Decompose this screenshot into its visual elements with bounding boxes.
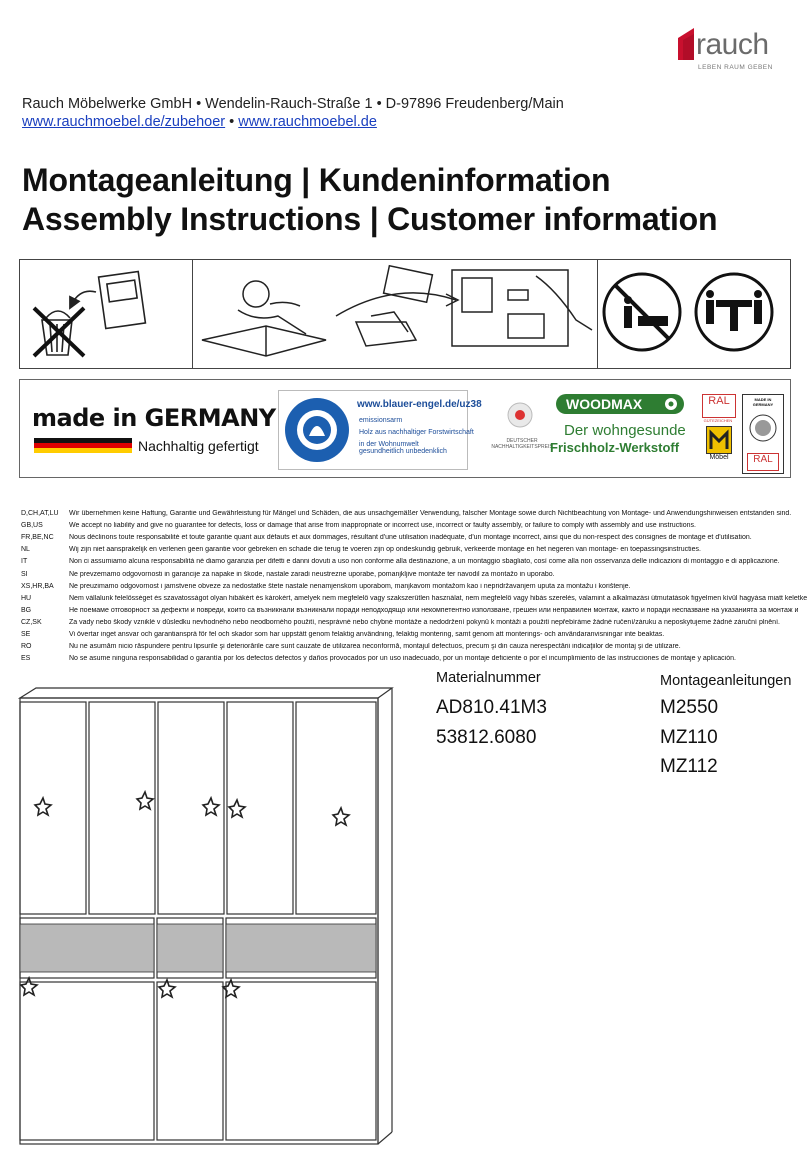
manual-reading-icon <box>196 260 596 366</box>
disclaimer-text: Wir übernehmen keine Haftung, Garantie und Gewährleistung für Mängel und Schäden, die aus unsachgemäßer Verwendung, falscher Montage sowie durch Nichtbeachtung von Montage- und Anwendungshinweisen entstanden sind. <box>69 510 792 517</box>
made-in-germany-label: made in GERMANY <box>32 404 276 432</box>
blue-angel-point: emissionsarm <box>359 417 403 424</box>
manuals-header: Montageanleitungen <box>660 673 792 689</box>
ral-sub: GÜTEZEICHEN <box>703 418 733 423</box>
disclaimer-text: Nu ne asumăm nicio răspundere pentru lipsurile şi deteriorările care sunt cauzate de utilizarea neconformă, montajul defectuos, precum şi din cauza nerespectării indicaţiilor de montaj şi de utilizare. <box>69 643 681 651</box>
pictogram-strip <box>19 259 791 369</box>
disclaimer-lang: RO <box>21 643 32 651</box>
award-title: DEUTSCHER NACHHALTIGKEITSPREIS <box>491 438 553 450</box>
wardrobe-drawing <box>18 686 394 1148</box>
no-trash-icon <box>20 260 190 366</box>
disclaimer-lang: SI <box>21 570 28 578</box>
disclaimer-lang: IT <box>21 558 28 566</box>
disclaimer-lang: FR,BE,NC <box>21 534 54 542</box>
disclaimer-text: We accept no liability and give no guarantee for defects, loss or damage that arise from inappropriate or incorrect use, incorrect or faulty assembly, or failure to comply with assembly and use instructions. <box>69 522 696 530</box>
made-in-germany-sub: Nachhaltig gefertigt <box>138 438 259 454</box>
brand-name: rauch <box>696 28 769 61</box>
woodmax-logo <box>556 394 684 414</box>
company-address: Rauch Möbelwerke GmbH • Wendelin-Rauch-Straße 1 • D-97896 Freudenberg/Main <box>22 96 564 112</box>
link-separator: • <box>225 114 239 130</box>
manual-number: MZ112 <box>660 756 718 777</box>
rauch-logo <box>676 26 788 78</box>
woodmax-line2: Frischholz-Werkstoff <box>550 440 680 455</box>
disclaimer-text: Ne prevzemamo odgovornosti in garancije za napake in škode, nastale zaradi neustrezne uporabe, pomanjkljive montaže ter navodil za montažo in uporabo. <box>69 570 555 578</box>
two-person-lift-icon <box>598 260 788 366</box>
disclaimer-lang: NL <box>21 546 30 554</box>
disclaimer-lang: GB,US <box>21 522 43 530</box>
ral-seal-icon <box>748 413 778 443</box>
material-number-header: Materialnummer <box>436 670 541 686</box>
blue-angel-icon <box>283 396 351 464</box>
page-title-de: Montageanleitung | Kundeninformation <box>22 162 611 198</box>
ral-germany-badge <box>742 394 784 474</box>
flag-gold <box>34 448 132 453</box>
manual-number: MZ110 <box>660 727 718 748</box>
gear-icon <box>664 397 678 411</box>
disclaimer-text: Не поемаме отговорност за дефекти и повреди, които са възникнали възникнали поради неподходящо или некомпетентно използване, грешен или неправилен монтаж, както и поради неспазване на указанията за монтаж и <box>69 606 799 614</box>
disclaimer-lang: HU <box>21 594 32 602</box>
disclaimer-text: Za vady nebo škody vzniklé v důsledku nevhodného nebo neodborného použití, nesprávné nebo chybné montáže a nedodržení pokynů k montáži a použití nepřebíráme žádné ručení/záruku a neposkytujeme žádné záruční plnění. <box>69 618 780 626</box>
accessories-link[interactable]: www.rauchmoebel.de/zubehoer <box>22 114 226 130</box>
blue-angel-point: in der Wohnumwelt gesundheitlich unbedenklich <box>359 441 447 455</box>
woodmax-line1: Der wohngesunde <box>564 422 686 439</box>
disclaimer-text: Wij zijn niet aansprakelijk en verlenen geen garantie voor gebreken en schade die terug te voeren zijn op ondeskundig gebruik, verkeerde montage en het negeren van montage- en toepassingsinstructies. <box>69 546 701 554</box>
ral-label-2: RAL <box>747 453 779 471</box>
disclaimer-text: Nem vállalunk felelősséget és szavatosságot olyan hibákért és károkért, amelyek nem megfelelő vagy szakszerűtlen használat, nem megfelelő vagy hibás szerelés, valamint a alkalmazási útmutatások figyelmen kívül hagyása miatt keletke <box>69 594 807 602</box>
disclaimer-lang: SE <box>21 631 31 638</box>
disclaimer-lang: CZ,SK <box>21 618 42 626</box>
disclaimer-lang: BG <box>21 606 32 614</box>
homepage-link[interactable]: www.rauchmoebel.de <box>238 114 377 130</box>
disclaimer-text: Vi övertar inget ansvar och garantiansprå för fel och skador som har uppstått genom felaktig användning, felaktig montering, samt genom att monterings- och användaranvisningar inte beaktas. <box>69 631 665 638</box>
blue-angel-point: Holz aus nachhaltiger Forstwirtschaft <box>359 429 474 436</box>
disclaimer-text: Ne preuzimamo odgovornost i jamstvene obveze za nedostatke štete nastale nenamjenskom uporabom, manjkavom montažom kao i nepridržavanjem uputa za montažu i korištenje. <box>69 582 631 590</box>
blue-angel-badge <box>278 390 482 470</box>
material-number: 53812.6080 <box>436 727 537 748</box>
brand-tagline: LEBEN RAUM GEBEN <box>698 64 773 71</box>
disclaimer-lang: ES <box>21 655 31 663</box>
disclaimer-lang: XS,HR,BA <box>21 582 54 590</box>
disclaimer-lang: D,CH,AT,LU <box>21 510 59 517</box>
m-letter-icon <box>707 427 731 453</box>
woodmax-name: WOODMAX <box>566 396 643 412</box>
award-medal-icon <box>505 400 535 430</box>
ral-label: RAL <box>702 394 736 418</box>
page-title-en: Assembly Instructions | Customer information <box>22 201 718 237</box>
moebel-m-icon <box>706 426 732 454</box>
moebel-label: Möbel <box>709 454 729 461</box>
company-links <box>22 114 377 130</box>
disclaimer-text: Non ci assumiamo alcuna responsabilità né diamo garanzia per difetti e danni dovuti a uso non conforme alla destinazione, a un montaggio sbagliato, così come alla non osservanza delle indicazioni di montaggio e di applicazione. <box>69 558 780 566</box>
disclaimer-text: Nous déclinons toute responsabilité et toute garantie quant aux défauts et aux dommages, résultant d'une utilisation inadéquate, d'un montage incorrect, ainsi que du non-respect des consignes de montage et d'utilisation. <box>69 534 752 542</box>
ral-moebel-badge <box>702 394 736 472</box>
manual-number: M2550 <box>660 697 719 718</box>
made-in-germany-small: MADE IN GERMANY <box>752 397 774 407</box>
blue-angel-url[interactable]: www.blauer-engel.de/uz38 <box>357 399 482 410</box>
certification-strip <box>19 379 791 478</box>
material-number: AD810.41M3 <box>436 697 547 718</box>
disclaimer-text: No se asume ninguna responsabilidad o garantía por los defectos defectos y daños provocados por un uso inadecuado, por un montaje deficiente o por el incumplimiento de las instrucciones de montaje y aplicación. <box>69 655 736 663</box>
